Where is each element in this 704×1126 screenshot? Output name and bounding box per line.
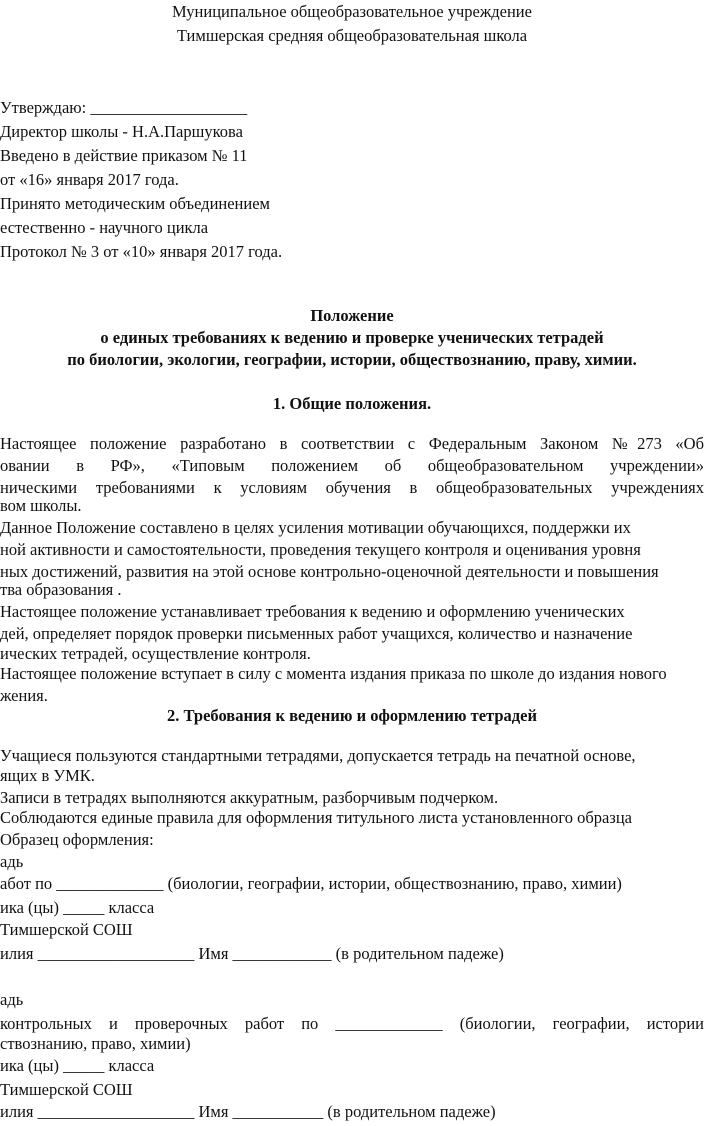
text-line: ика (цы) _____ класса: [0, 1056, 155, 1075]
text-line: Тимшерской СОШ: [0, 1080, 133, 1099]
text-line: абот по _____________ (биологии, географии, истории, обществознанию, право, химии): [0, 874, 622, 893]
text-line: Соблюдаются единые правила для оформления титульного листа установленного образца: [0, 808, 632, 827]
text-line: адь: [0, 990, 24, 1009]
text-line: ническими требованиями к условиям обучения в общеобразовательных учреждениях: [0, 478, 704, 497]
section-1-heading: 1. Общие положения.: [272, 394, 432, 413]
title-line-3: по биологии, экологии, географии, истории, обществознанию, праву, химии.: [67, 350, 637, 369]
text-line: контрольных и проверочных работ по _____________ (биологии, географии, истории: [0, 1014, 704, 1033]
text-line: илия ___________________ Имя ____________ (в родительном падеже): [0, 944, 504, 963]
order-date-line: от «16» января 2017 года.: [0, 170, 179, 189]
accepted-line: Принято методическим объединением: [0, 194, 270, 213]
text-line: дей, определяет порядок проверки письменных работ учащихся, количество и назначение: [0, 624, 633, 643]
text-line: вом школы.: [0, 496, 82, 515]
cycle-line: естественно - научного цикла: [0, 218, 209, 237]
text-line: Настоящее положение устанавливает требования к ведению и оформлению ученических: [0, 602, 625, 621]
protocol-line: Протокол № 3 от «10» января 2017 года.: [0, 242, 283, 261]
text-line: адь: [0, 852, 24, 871]
text-line: Учащиеся пользуются стандартными тетрадями, допускается тетрадь на печатной основе,: [0, 746, 636, 765]
text-line: Настоящее положение разработано в соответствии с Федеральным Законом №273 «Об: [0, 434, 704, 453]
school-header-line-1: Муниципальное общеобразовательное учреждение: [172, 2, 532, 21]
text-line: Настоящее положение вступает в силу с момента издания приказа по школе до издания нового: [0, 664, 667, 683]
approval-line: Утверждаю: ___________________: [0, 98, 248, 117]
text-line: ящих в УМК.: [0, 766, 95, 785]
text-line: илия ___________________ Имя ___________ (в родительном падеже): [0, 1102, 496, 1121]
text-line: Образец оформления:: [0, 830, 154, 849]
text-line: ических тетрадей, осуществление контроля.: [0, 644, 311, 663]
text-line: Тимшерской СОШ: [0, 920, 133, 939]
order-line: Введено в действие приказом № 11: [0, 146, 248, 165]
text-line: Данное Положение составлено в целях усиления мотивации обучающихся, поддержки их: [0, 518, 631, 537]
text-line: ика (цы) _____ класса: [0, 898, 155, 917]
text-line: овании в РФ», «Типовым положением об общеобразовательном учреждении»: [0, 456, 704, 475]
director-line: Директор школы - Н.А.Паршукова: [0, 122, 243, 141]
text-line: ствознанию, право, химии): [0, 1034, 191, 1053]
title-line-1: Положение: [310, 306, 394, 325]
text-line: ной активности и самостоятельности, проведения текущего контроля и оценивания уровня: [0, 540, 641, 559]
section-2-heading: 2. Требования к ведению и оформлению тетрадей: [167, 706, 537, 725]
text-line: жения.: [0, 686, 48, 705]
school-header-line-2: Тимшерская средняя общеобразовательная школа: [176, 26, 528, 45]
text-line: Записи в тетрадях выполняются аккуратным, разборчивым подчерком.: [0, 788, 499, 807]
title-line-2: о единых требованиях к ведению и проверке ученических тетрадей: [100, 328, 604, 347]
text-line: тва образования .: [0, 580, 122, 599]
text-line: ных достижений, развития на этой основе контрольно-оценочной деятельности и повышения: [0, 562, 659, 581]
